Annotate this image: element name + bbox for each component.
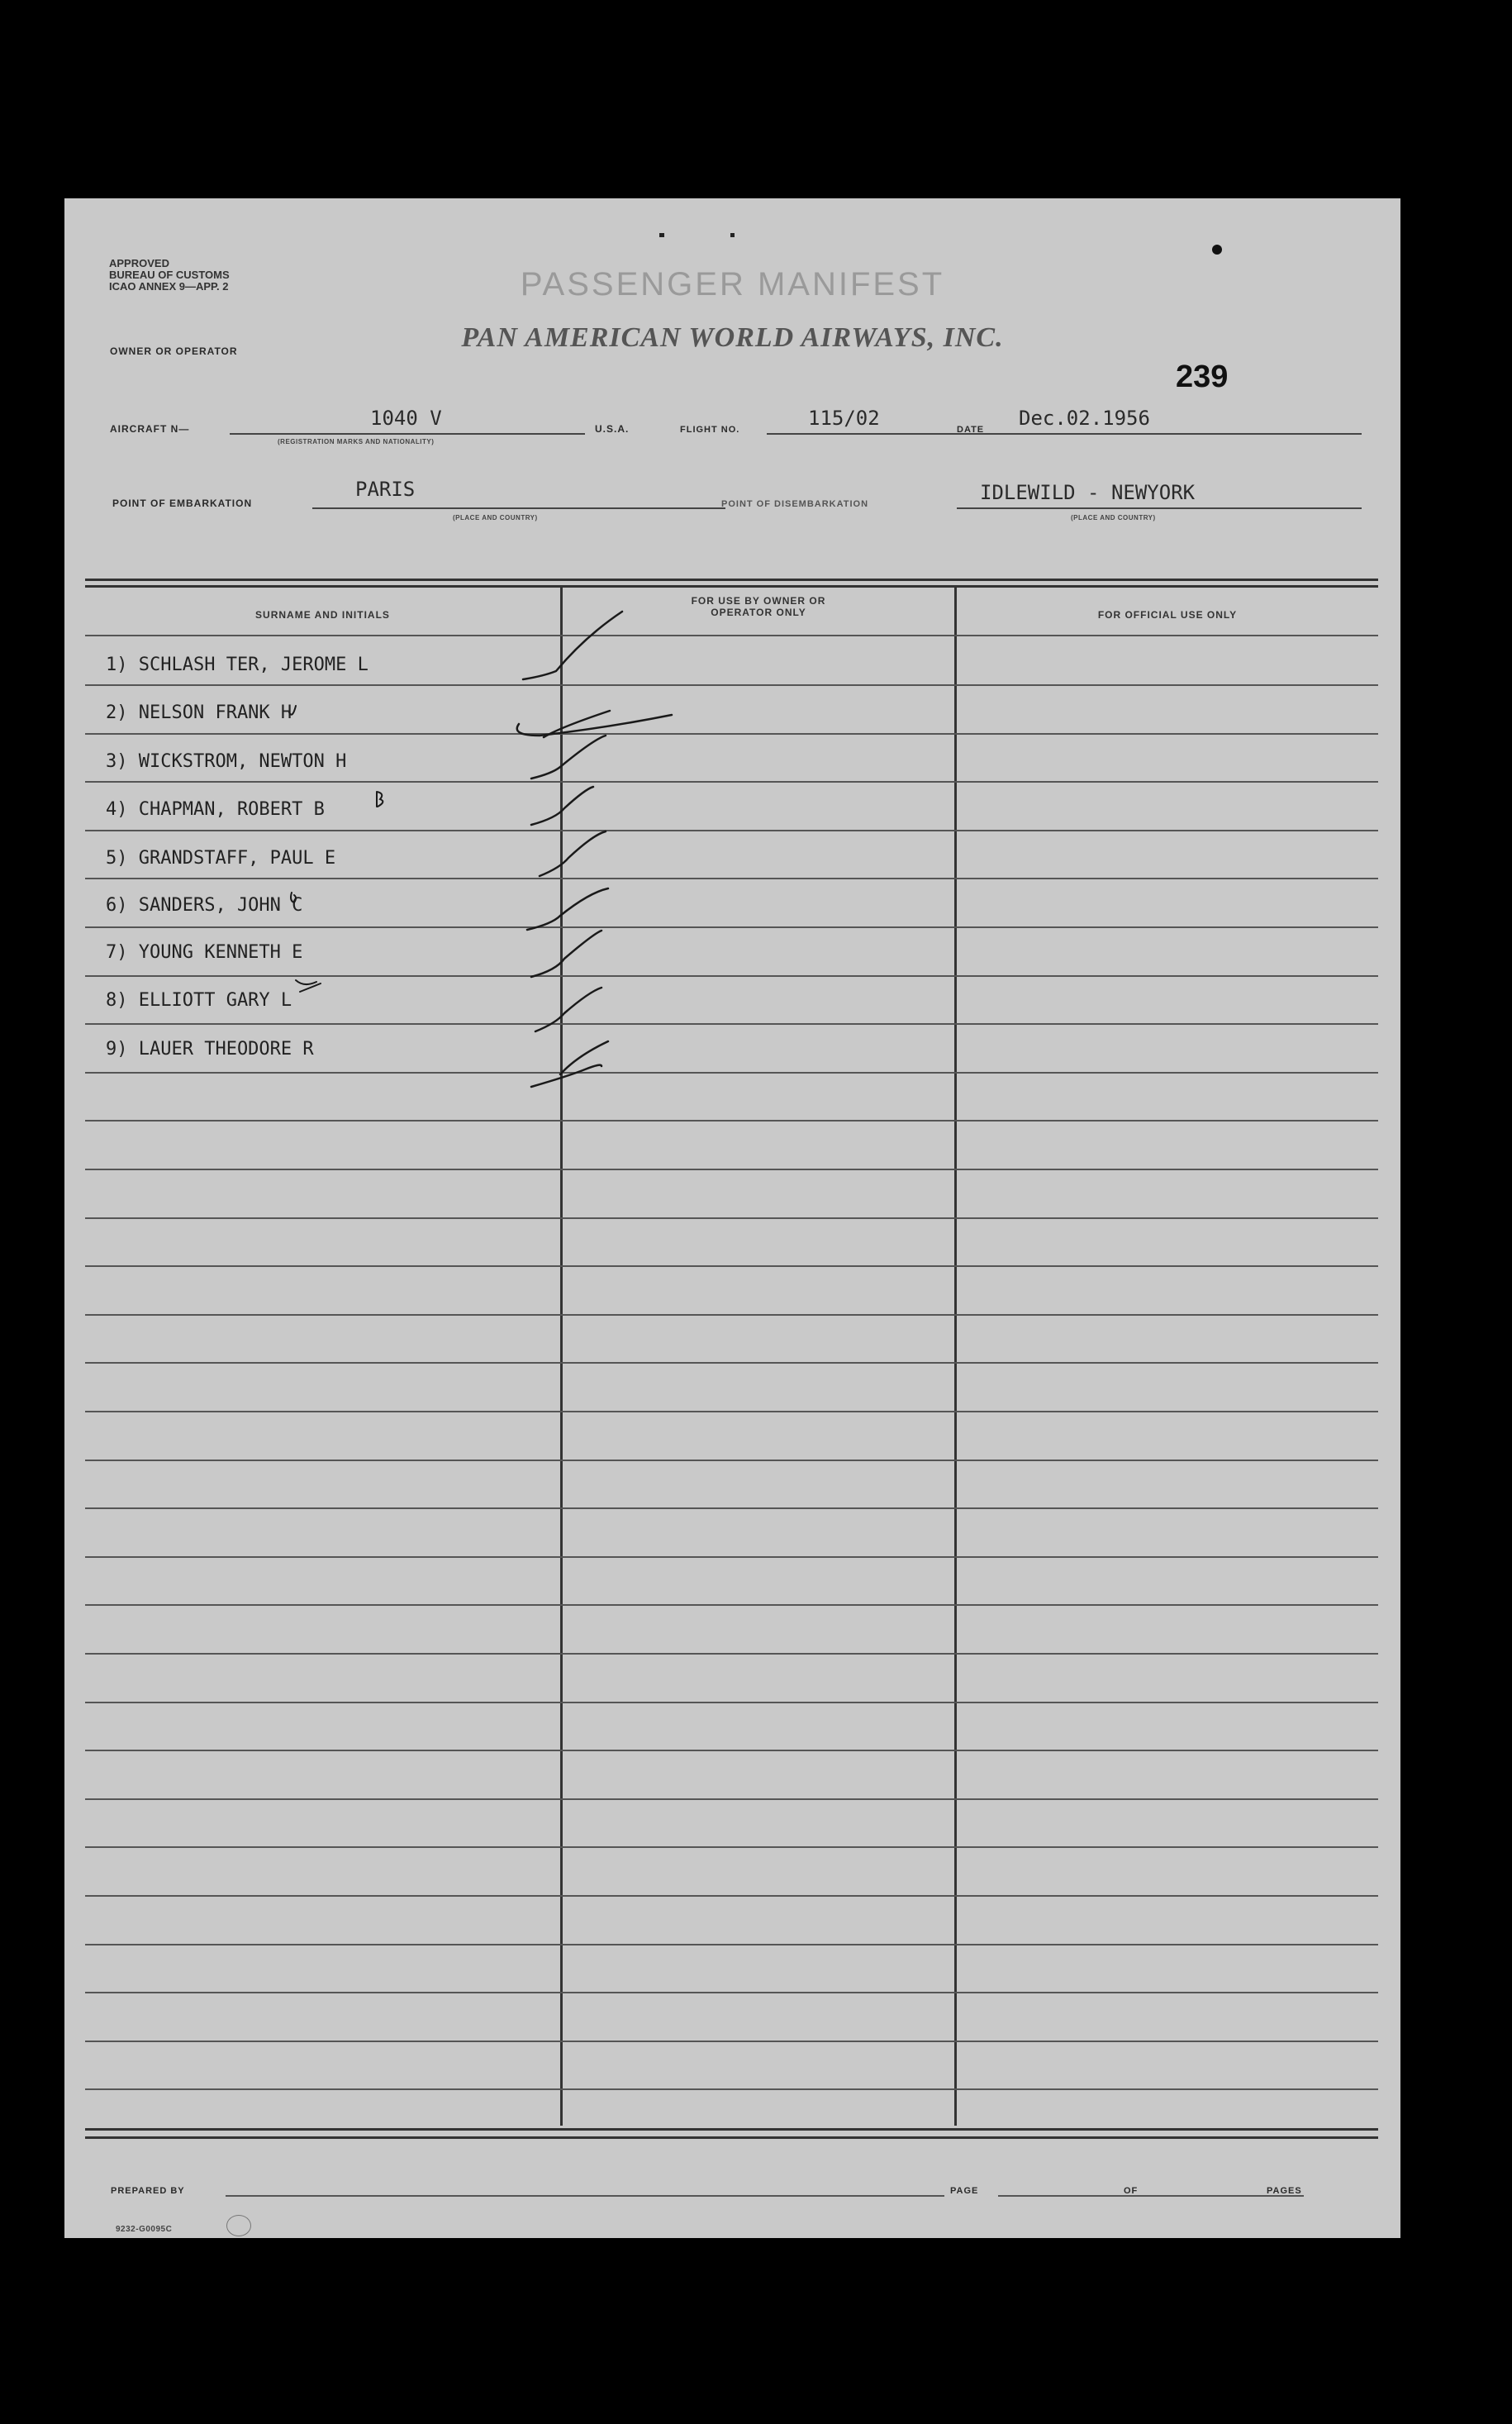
pages-label: PAGES: [1267, 2186, 1302, 2196]
table-row-rule: [85, 1362, 1378, 1364]
table-row-rule: [85, 1314, 1378, 1316]
flight-value: 115/02: [808, 407, 880, 430]
table-bottom-rule: [85, 2128, 1378, 2131]
form-title: PASSENGER MANIFEST: [520, 266, 945, 302]
embark-underline: [312, 507, 725, 509]
table-row-rule: [85, 1411, 1378, 1412]
prepared-label: PREPARED BY: [111, 2186, 185, 2196]
table-row-rule: [85, 1895, 1378, 1897]
passenger-name: 6) SANDERS, JOHN C: [106, 895, 303, 916]
table-bottom-rule: [85, 2136, 1378, 2139]
passenger-name: 1) SCHLASH TER, JEROME L: [106, 655, 368, 675]
disembark-underline: [957, 507, 1362, 509]
table-header-rule: [85, 635, 1378, 636]
checkmark: [531, 736, 606, 779]
table-row-rule: [85, 1944, 1378, 1945]
passenger-name: 5) GRANDSTAFF, PAUL E: [106, 848, 336, 869]
date-underline: [1006, 433, 1362, 435]
passenger-name: 2) NELSON FRANK H: [106, 702, 292, 723]
prepared-underline: [226, 2195, 944, 2197]
registration-note: (REGISTRATION MARKS AND NATIONALITY): [278, 438, 435, 445]
ink-speck: [659, 233, 664, 237]
column-header-official: FOR OFFICIAL USE ONLY: [1097, 609, 1238, 621]
aircraft-underline: [230, 433, 585, 435]
table-row-rule: [85, 1460, 1378, 1461]
aircraft-label: AIRCRAFT N—: [110, 423, 190, 435]
passenger-name: 4) CHAPMAN, ROBERT B: [106, 799, 325, 820]
table-row-rule: [85, 1217, 1378, 1219]
column-header-owner: FOR USE BY OWNER OR OPERATOR ONLY: [691, 595, 826, 618]
table-top-rule: [85, 585, 1378, 588]
owner-label: OWNER OR OPERATOR: [110, 345, 238, 357]
table-row-rule: [85, 1702, 1378, 1703]
correction-mark: [291, 893, 296, 902]
correction-mark: [296, 980, 321, 992]
table-row-rule: [85, 1798, 1378, 1800]
table-row-rule: [85, 2088, 1378, 2090]
page-stamp-number: 239: [1176, 360, 1229, 394]
table-row-rule: [85, 1265, 1378, 1267]
correction-mark: [377, 792, 383, 807]
checkmark: [535, 988, 601, 1031]
handwritten-checkmarks: [511, 603, 709, 1264]
passenger-name: 3) WICKSTROM, NEWTON H: [106, 751, 347, 772]
correction-mark: [289, 706, 296, 715]
of-label: OF: [1124, 2186, 1139, 2196]
approved-line: BUREAU OF CUSTOMS: [109, 269, 230, 281]
table-row-rule: [85, 1604, 1378, 1606]
column-header-surname: SURNAME AND INITIALS: [255, 609, 390, 621]
table-row-rule: [85, 1750, 1378, 1751]
manifest-sheet: [64, 198, 1400, 2238]
table-row-rule: [85, 1653, 1378, 1655]
passenger-name: 7) YOUNG KENNETH E: [106, 942, 303, 963]
date-value: Dec.02.1956: [1019, 407, 1150, 430]
embark-label: POINT OF EMBARKATION: [112, 498, 253, 509]
passenger-name: 8) ELLIOTT GARY L: [106, 990, 292, 1011]
passenger-name: 9) LAUER THEODORE R: [106, 1039, 314, 1060]
checkmark: [517, 715, 672, 736]
table-row-rule: [85, 1507, 1378, 1509]
embark-value: PARIS: [355, 478, 416, 501]
table-row-rule: [85, 1169, 1378, 1170]
date-label: DATE: [957, 425, 985, 435]
table-top-rule: [85, 579, 1378, 581]
table-row-rule: [85, 2041, 1378, 2042]
embark-note: (PLACE AND COUNTRY): [453, 514, 538, 521]
disembark-label: POINT OF DISEMBARKATION: [721, 499, 869, 509]
checkmark: [540, 831, 606, 876]
flight-label: FLIGHT NO.: [680, 425, 740, 435]
checkmark: [523, 612, 622, 679]
table-row-rule: [85, 1120, 1378, 1122]
checkmark: [531, 931, 601, 977]
aircraft-value: 1040 V: [370, 407, 442, 430]
table-row-rule: [85, 1992, 1378, 1993]
approved-line: ICAO ANNEX 9—APP. 2: [109, 280, 229, 293]
page-label: PAGE: [950, 2186, 979, 2196]
table-row-rule: [85, 1846, 1378, 1848]
ink-speck: [1212, 245, 1222, 255]
checkmark: [527, 888, 608, 930]
form-code: 9232-G0095C: [116, 2225, 173, 2234]
disembark-value: IDLEWILD - NEWYORK: [980, 481, 1196, 504]
approved-line: APPROVED: [109, 257, 169, 269]
usa-label: U.S.A.: [595, 423, 630, 435]
printer-seal-icon: [226, 2215, 251, 2236]
ink-speck: [730, 233, 735, 237]
table-row-rule: [85, 1556, 1378, 1558]
airline-name: PAN AMERICAN WORLD AIRWAYS, INC.: [461, 322, 1004, 353]
disembark-note: (PLACE AND COUNTRY): [1071, 514, 1156, 521]
handwritten-corrections: [213, 653, 478, 1041]
checkmark: [531, 787, 593, 825]
table-row-rule: [85, 1072, 1378, 1074]
